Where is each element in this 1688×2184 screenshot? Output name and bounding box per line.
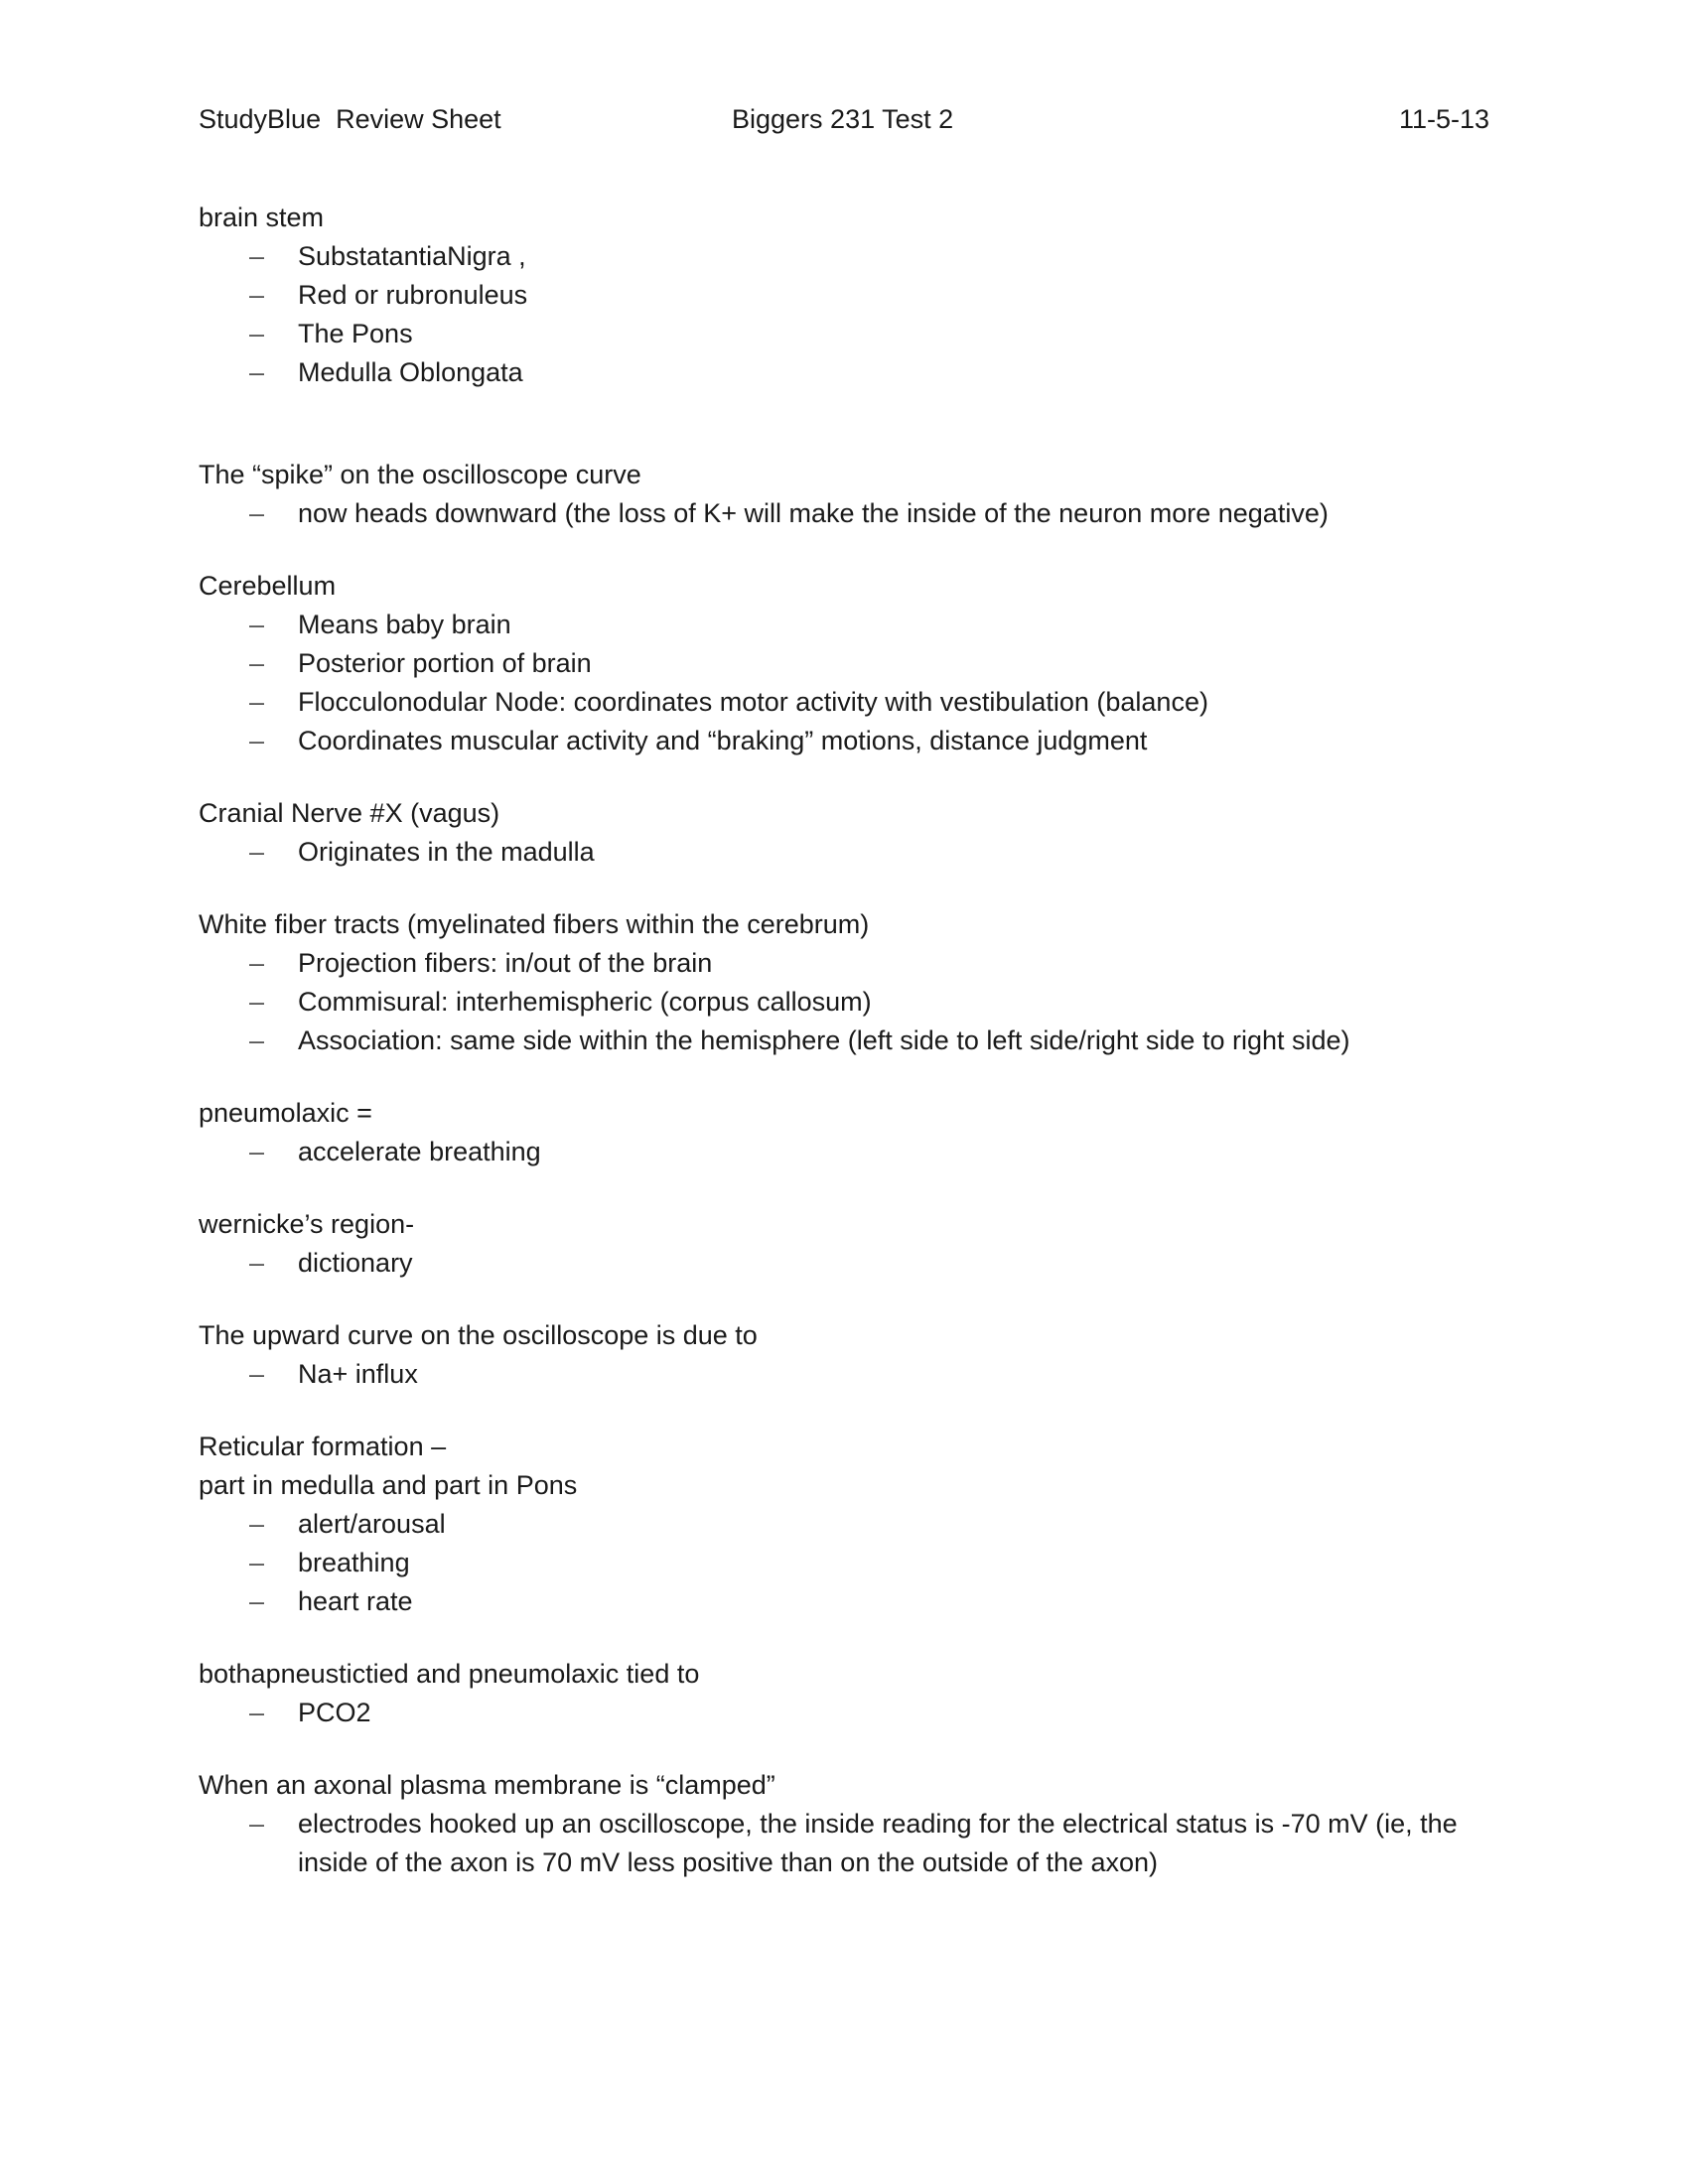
list-item-text: alert/arousal xyxy=(298,1509,446,1539)
list-item xyxy=(199,1805,1489,1882)
dash-bullet: – xyxy=(249,1586,265,1616)
section-title: White fiber tracts (myelinated fibers within the cerebrum) xyxy=(199,909,870,939)
list-item-text: Means baby brain xyxy=(298,610,511,639)
dash-bullet: – xyxy=(249,1809,265,1839)
bullet-list xyxy=(199,1355,1489,1394)
section-title: bothapneustictied and pneumolaxic tied to xyxy=(199,1659,700,1689)
dash-bullet: – xyxy=(249,948,265,978)
list-item-text: The Pons xyxy=(298,319,413,348)
list-item-text: Projection fibers: in/out of the brain xyxy=(298,948,713,978)
list-item-text: Medulla Oblongata xyxy=(298,357,523,387)
section-title: wernicke’s region- xyxy=(199,1209,415,1239)
bullet-list xyxy=(199,494,1489,533)
bullet-list xyxy=(199,606,1489,760)
dash-bullet: – xyxy=(249,357,265,387)
dash-bullet: – xyxy=(249,1698,265,1727)
list-item xyxy=(199,1133,1489,1171)
bullet-list xyxy=(199,833,1489,872)
dash-bullet: – xyxy=(249,987,265,1017)
list-item xyxy=(199,833,1489,872)
header-left-title: StudyBlue Review Sheet xyxy=(199,104,501,134)
section-wernicke xyxy=(199,1205,1489,1283)
dash-bullet: – xyxy=(249,1137,265,1166)
dash-bullet: – xyxy=(249,498,265,528)
section-title: brain stem xyxy=(199,203,325,232)
bullet-list xyxy=(199,237,1489,392)
section-pco2 xyxy=(199,1655,1489,1732)
list-item xyxy=(199,606,1489,644)
dash-bullet: – xyxy=(249,726,265,755)
list-item xyxy=(199,722,1489,760)
list-item-text: Red or rubronuleus xyxy=(298,280,528,310)
bullet-list xyxy=(199,944,1489,1060)
section-upward-curve xyxy=(199,1316,1489,1394)
section-title: The “spike” on the oscilloscope curve xyxy=(199,460,641,489)
list-item xyxy=(199,644,1489,683)
section-white-fiber-tracts xyxy=(199,905,1489,1060)
section-cerebellum xyxy=(199,567,1489,760)
list-item xyxy=(199,1544,1489,1582)
list-item-text: PCO2 xyxy=(298,1698,371,1727)
bullet-list xyxy=(199,1244,1489,1283)
dash-bullet: – xyxy=(249,610,265,639)
dash-bullet: – xyxy=(249,241,265,271)
list-item xyxy=(199,1694,1489,1732)
dash-bullet: – xyxy=(249,1359,265,1389)
list-item-text: Posterior portion of brain xyxy=(298,648,592,678)
list-item xyxy=(199,944,1489,983)
dash-bullet: – xyxy=(249,648,265,678)
section-brain-stem xyxy=(199,199,1489,392)
list-item-text: Flocculonodular Node: coordinates motor activity with vestibulation (balance) xyxy=(298,687,1208,717)
dash-bullet: – xyxy=(249,1509,265,1539)
list-item-text: SubstatantiaNigra , xyxy=(298,241,526,271)
dash-bullet: – xyxy=(249,837,265,867)
list-item-text: now heads downward (the loss of K+ will make the inside of the neuron more negative) xyxy=(298,498,1329,528)
bullet-list xyxy=(199,1133,1489,1171)
list-item-text: Na+ influx xyxy=(298,1359,418,1389)
dash-bullet: – xyxy=(249,1025,265,1055)
list-item xyxy=(199,1355,1489,1394)
list-item xyxy=(199,494,1489,533)
dash-bullet: – xyxy=(249,280,265,310)
list-item xyxy=(199,276,1489,315)
list-item-text: Commisural: interhemispheric (corpus callosum) xyxy=(298,987,872,1017)
list-item-text: accelerate breathing xyxy=(298,1137,541,1166)
bullet-list xyxy=(199,1505,1489,1621)
list-item-text: Association: same side within the hemisphere (left side to left side/right side to right side) xyxy=(298,1025,1350,1055)
list-item xyxy=(199,1505,1489,1544)
list-item xyxy=(199,1582,1489,1621)
list-item xyxy=(199,237,1489,276)
section-spike xyxy=(199,456,1489,533)
list-item xyxy=(199,1022,1489,1060)
section-pneumolaxic xyxy=(199,1094,1489,1171)
header-date: 11-5-13 xyxy=(1398,104,1489,134)
page-header xyxy=(199,99,1489,139)
section-clamped-membrane xyxy=(199,1766,1489,1882)
list-item-text: Coordinates muscular activity and “braking” motions, distance judgment xyxy=(298,726,1148,755)
list-item-text: electrodes hooked up an oscilloscope, the inside reading for the electrical status is -70 mV (ie, the inside of the axon is 70 mV less positive than on the outside of the axon) xyxy=(298,1809,1458,1877)
section-title: The upward curve on the oscilloscope is due to xyxy=(199,1320,758,1350)
section-subtitle: part in medulla and part in Pons xyxy=(199,1470,578,1500)
section-cranial-nerve xyxy=(199,794,1489,872)
dash-bullet: – xyxy=(249,1548,265,1577)
section-title: When an axonal plasma membrane is “clamped” xyxy=(199,1770,775,1800)
section-title: pneumolaxic = xyxy=(199,1098,372,1128)
section-title: Cranial Nerve #X (vagus) xyxy=(199,798,500,828)
header-course-title: Biggers 231 Test 2 xyxy=(732,104,954,134)
list-item-text: breathing xyxy=(298,1548,410,1577)
list-item xyxy=(199,1244,1489,1283)
bullet-list xyxy=(199,1805,1489,1882)
section-title: Reticular formation – xyxy=(199,1432,447,1461)
bullet-list xyxy=(199,1694,1489,1732)
dash-bullet: – xyxy=(249,1248,265,1278)
list-item xyxy=(199,353,1489,392)
list-item xyxy=(199,983,1489,1022)
list-item xyxy=(199,683,1489,722)
dash-bullet: – xyxy=(249,687,265,717)
list-item-text: Originates in the madulla xyxy=(298,837,595,867)
section-title: Cerebellum xyxy=(199,571,337,601)
section-reticular-formation xyxy=(199,1428,1489,1621)
list-item-text: dictionary xyxy=(298,1248,413,1278)
dash-bullet: – xyxy=(249,319,265,348)
notes-content xyxy=(199,199,1489,1882)
list-item-text: heart rate xyxy=(298,1586,413,1616)
list-item xyxy=(199,315,1489,353)
